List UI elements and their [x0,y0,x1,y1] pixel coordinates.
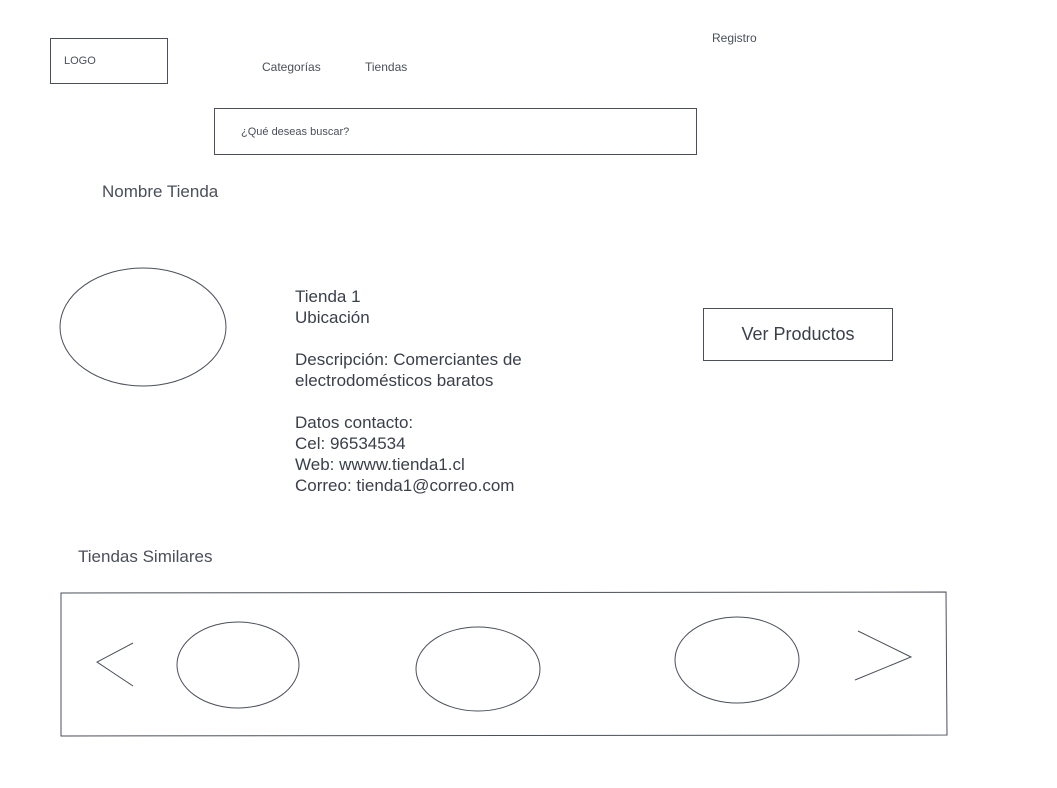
similar-store-thumbnail-2[interactable] [416,627,540,711]
similar-store-thumbnail-1[interactable] [177,622,299,708]
similar-stores-carousel [61,592,947,736]
contact-heading: Datos contacto: [295,413,414,432]
store-description-line1: Descripción: Comerciantes de [295,350,522,369]
similar-store-thumbnail-3[interactable] [675,617,799,703]
store-location: Ubicación [295,308,370,327]
chevron-right-icon[interactable] [855,631,911,680]
nav-link-categorias[interactable]: Categorías [262,60,321,74]
contact-email: Correo: tienda1@correo.com [295,476,515,495]
contact-web: Web: wwww.tienda1.cl [295,455,465,474]
store-image-placeholder [60,268,226,386]
view-products-button[interactable]: Ver Productos [703,308,893,361]
contact-phone: Cel: 96534534 [295,434,406,453]
logo-text: LOGO [64,55,96,67]
register-link[interactable]: Registro [712,31,757,45]
chevron-left-icon[interactable] [97,643,133,686]
store-description-line2: electrodomésticos baratos [295,371,494,390]
page-title: Nombre Tienda [102,182,219,201]
store-name: Tienda 1 [295,287,361,306]
similar-stores-heading: Tiendas Similares [78,547,213,566]
nav-link-tiendas[interactable]: Tiendas [365,60,408,74]
